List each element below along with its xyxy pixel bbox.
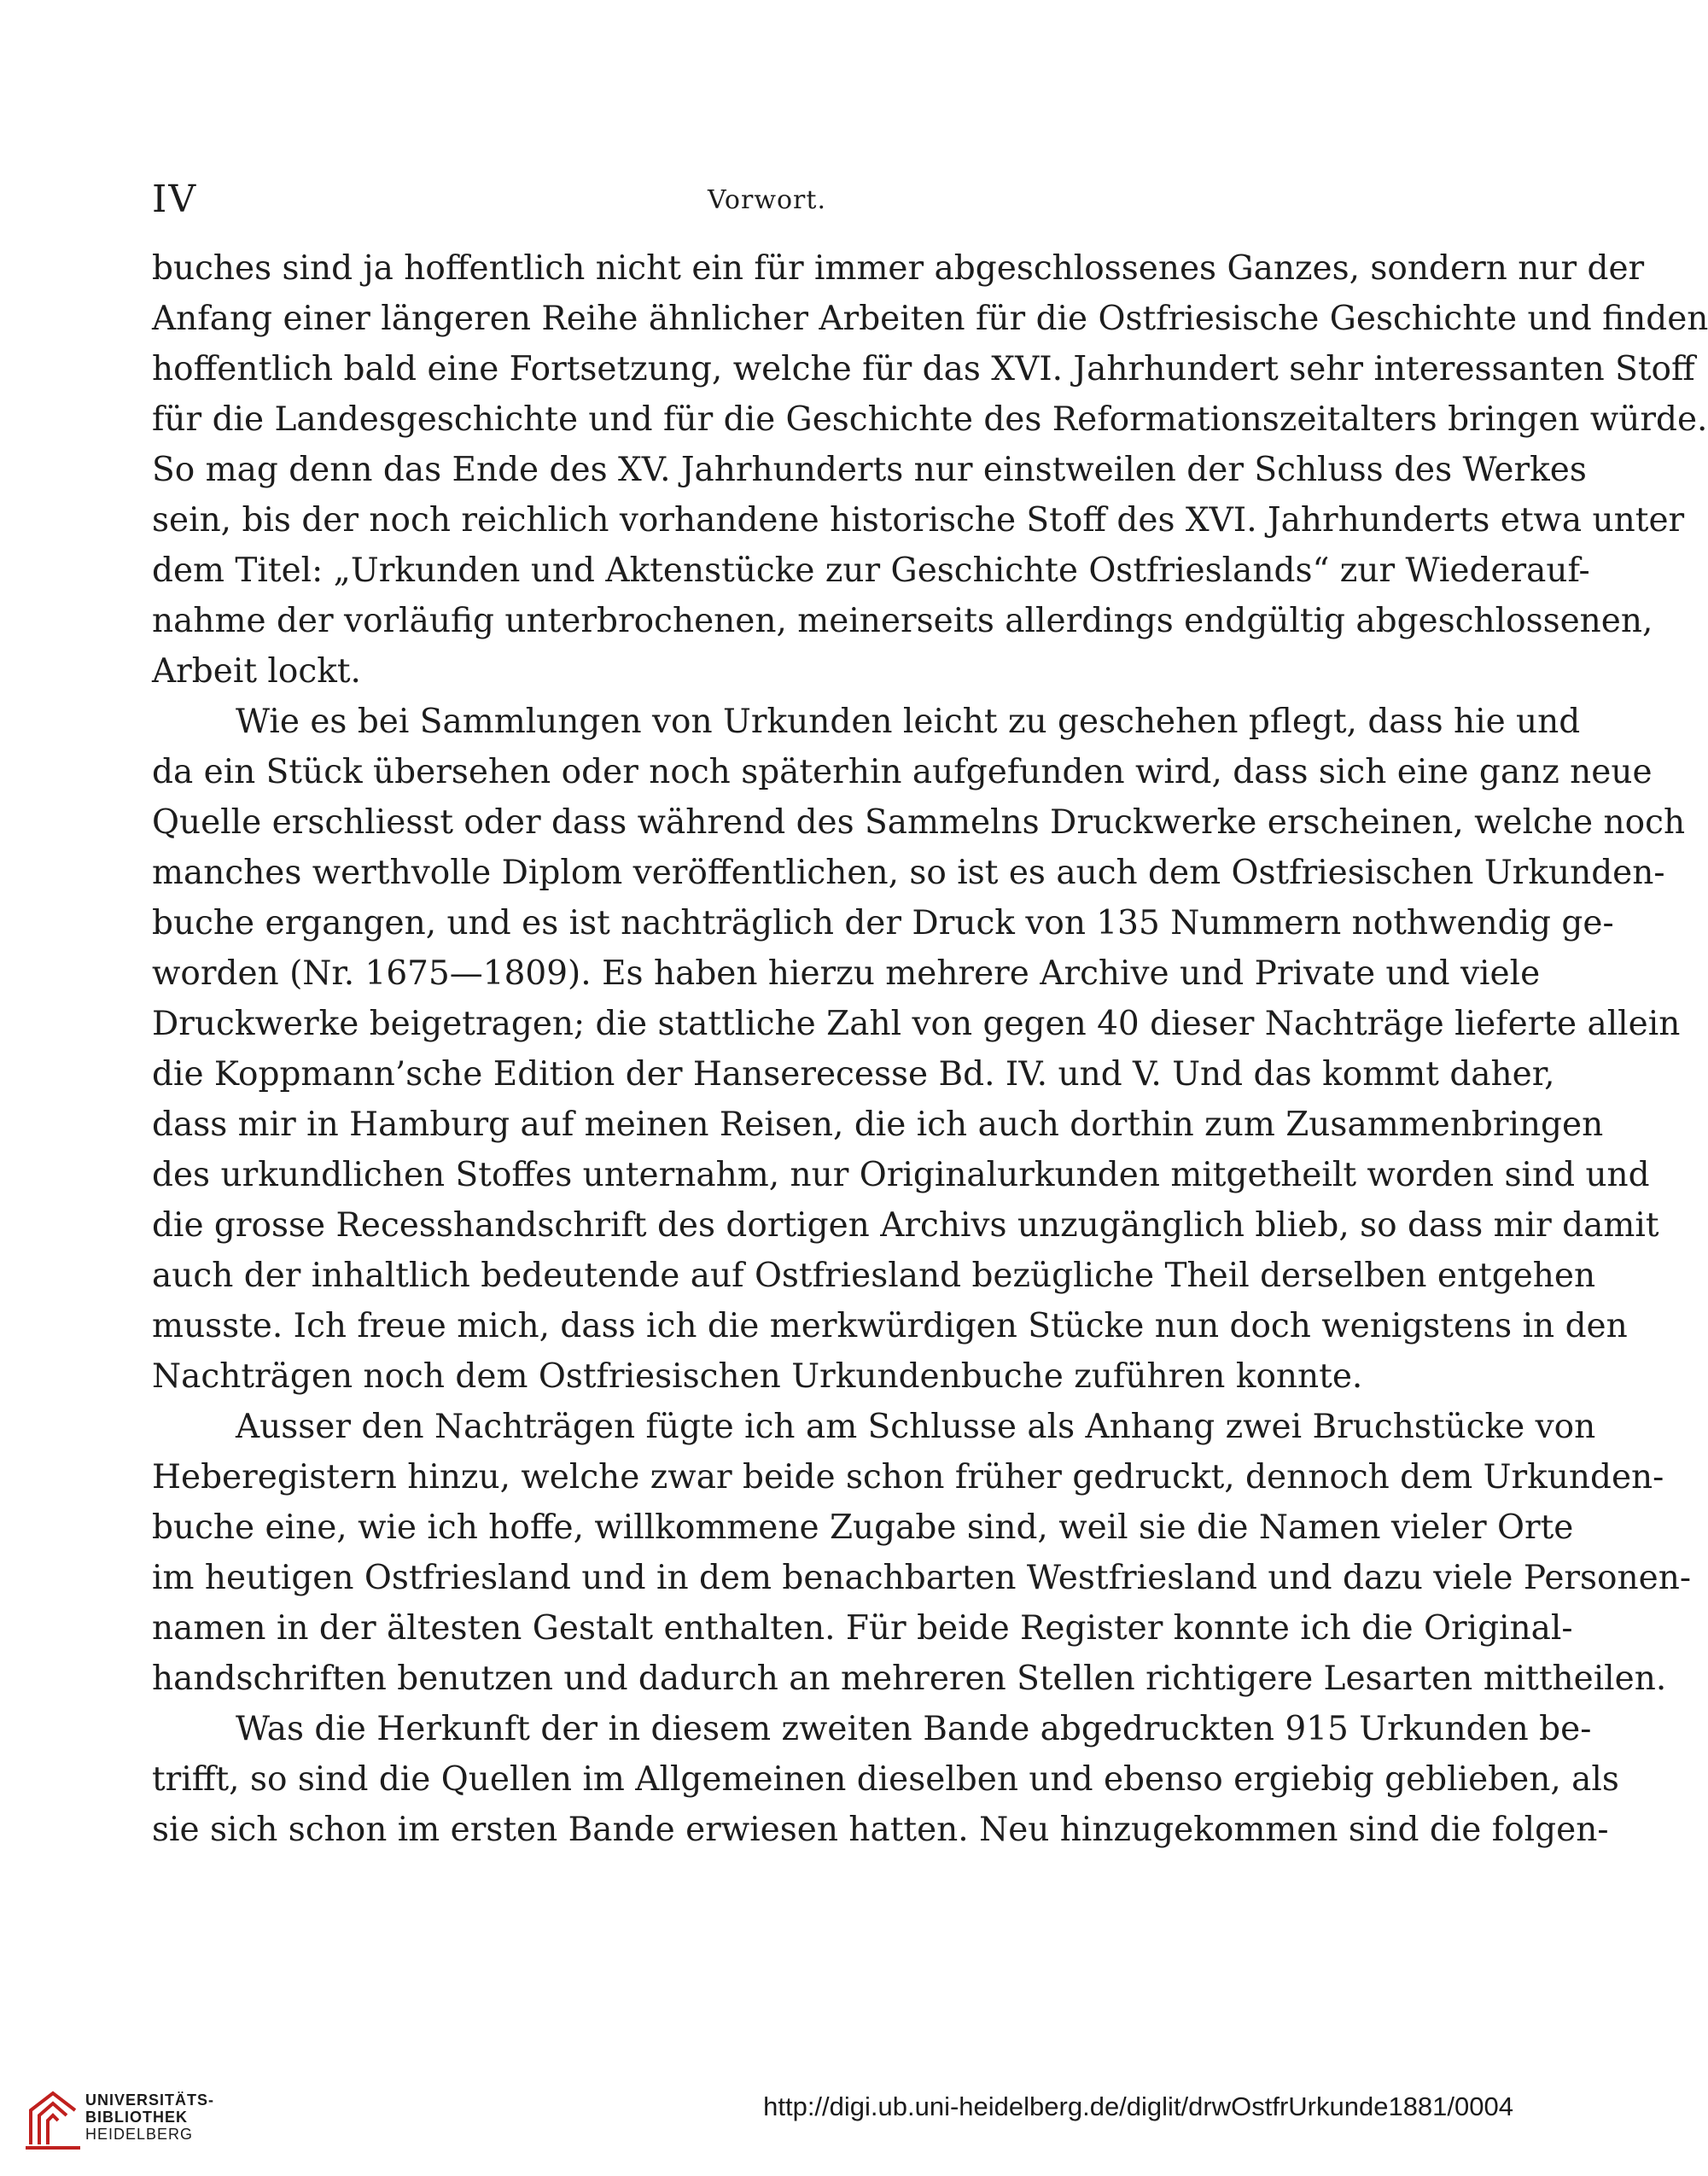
- text-line: Druckwerke beigetragen; die stattliche Zahl von gegen 40 dieser Nachträge lieferte allein: [152, 1005, 1681, 1043]
- paragraph: [152, 697, 1686, 1402]
- text-line: Was die Herkunft der in diesem zweiten Bande abgedruckten 915 Urkunden be-: [236, 1710, 1592, 1748]
- text-line: So mag denn das Ende des XV. Jahrhunderts nur einstweilen der Schluss des Werkes: [152, 451, 1587, 489]
- footer-institution: [85, 2091, 214, 2143]
- text-line: Ausser den Nachträgen fügte ich am Schlusse als Anhang zwei Bruchstücke von: [236, 1408, 1596, 1446]
- body-text: [152, 243, 1708, 1855]
- text-line: sein, bis der noch reichlich vorhandene historische Stoff des XVI. Jahrhunderts etwa unter: [152, 501, 1685, 540]
- text-line: sie sich schon im ersten Bande erwiesen hatten. Neu hinzugekommen sind die folgen-: [152, 1811, 1609, 1849]
- text-line: worden (Nr. 1675—1809). Es haben hierzu mehrere Archive und Private und viele: [152, 954, 1541, 993]
- text-line: da ein Stück übersehen oder noch späterhin aufgefunden wird, dass sich eine ganz neue: [152, 753, 1653, 791]
- text-line: buches sind ja hoffentlich nicht ein für immer abgeschlossenes Ganzes, sondern nur der: [152, 249, 1645, 288]
- institution-line-2: BIBLIOTHEK: [85, 2109, 188, 2126]
- text-line: musste. Ich freue mich, dass ich die merkwürdigen Stücke nun doch wenigstens in den: [152, 1307, 1628, 1345]
- text-line: Wie es bei Sammlungen von Urkunden leicht zu geschehen pflegt, dass hie und: [236, 703, 1581, 741]
- page-number: IV: [152, 178, 198, 221]
- text-line: Arbeit lockt.: [152, 652, 361, 691]
- text-line: Nachträgen noch dem Ostfriesischen Urkundenbuche zuführen konnte.: [152, 1357, 1363, 1396]
- text-line: buche ergangen, und es ist nachträglich der Druck von 135 Nummern nothwendig ge-: [152, 904, 1614, 942]
- institution-line-3: HEIDELBERG: [85, 2126, 194, 2143]
- text-line: buche eine, wie ich hoffe, willkommene Zugabe sind, weil sie die Namen vieler Orte: [152, 1508, 1574, 1547]
- paragraph: [152, 1704, 1619, 1855]
- text-line: dem Titel: „Urkunden und Aktenstücke zur Geschichte Ostfrieslands“ zur Wiederauf-: [152, 551, 1590, 590]
- paragraph: [152, 1402, 1692, 1704]
- footer-bar: [0, 2074, 1534, 2176]
- text-line: namen in der ältesten Gestalt enthalten. Für beide Register konnte ich die Original-: [152, 1609, 1573, 1648]
- text-line: handschriften benutzen und dadurch an mehreren Stellen richtigere Lesarten mittheilen.: [152, 1660, 1667, 1698]
- text-line: für die Landesgeschichte und für die Geschichte des Reformationszeitalters bringen würde.: [152, 400, 1708, 439]
- text-line: auch der inhaltlich bedeutende auf Ostfriesland bezügliche Theil derselben entgehen: [152, 1257, 1596, 1295]
- footer-url-link[interactable]: http://digi.ub.uni-heidelberg.de/diglit/drwOstfrUrkunde1881/0004: [763, 2091, 1513, 2121]
- institution-line-1: UNIVERSITÄTS-: [85, 2091, 215, 2109]
- text-line: dass mir in Hamburg auf meinen Reisen, die ich auch dorthin zum Zusammenbringen: [152, 1106, 1604, 1144]
- paragraph: [152, 243, 1708, 697]
- text-line: Heberegistern hinzu, welche zwar beide schon früher gedruckt, dennoch dem Urkunden-: [152, 1458, 1664, 1496]
- text-line: Quelle erschliesst oder dass während des Sammelns Druckwerke erscheinen, welche noch: [152, 803, 1686, 842]
- text-line: Anfang einer längeren Reihe ähnlicher Arbeiten für die Ostfriesische Geschichte und finden: [152, 300, 1708, 338]
- text-line: hoffentlich bald eine Fortsetzung, welche für das XVI. Jahrhundert sehr interessanten Stoff: [152, 350, 1695, 388]
- text-line: nahme der vorläufig unterbrochenen, meinerseits allerdings endgültig abgeschlossenen,: [152, 602, 1653, 640]
- text-line: manches werthvolle Diplom veröffentlichen, so ist es auch dem Ostfriesischen Urkunden-: [152, 854, 1665, 892]
- text-line: des urkundlichen Stoffes unternahm, nur Originalurkunden mitgetheilt worden sind und: [152, 1156, 1650, 1194]
- ub-heidelberg-logo-icon: [19, 2085, 87, 2153]
- text-line: trifft, so sind die Quellen im Allgemeinen dieselben und ebenso ergiebig geblieben, als: [152, 1760, 1619, 1799]
- running-title: Vorwort.: [708, 185, 826, 215]
- text-line: die grosse Recesshandschrift des dortigen Archivs unzugänglich blieb, so dass mir damit: [152, 1206, 1659, 1245]
- text-line: die Koppmann’sche Edition der Hanserecesse Bd. IV. und V. Und das kommt daher,: [152, 1055, 1555, 1094]
- text-line: im heutigen Ostfriesland und in dem benachbarten Westfriesland und dazu viele Personen-: [152, 1559, 1692, 1597]
